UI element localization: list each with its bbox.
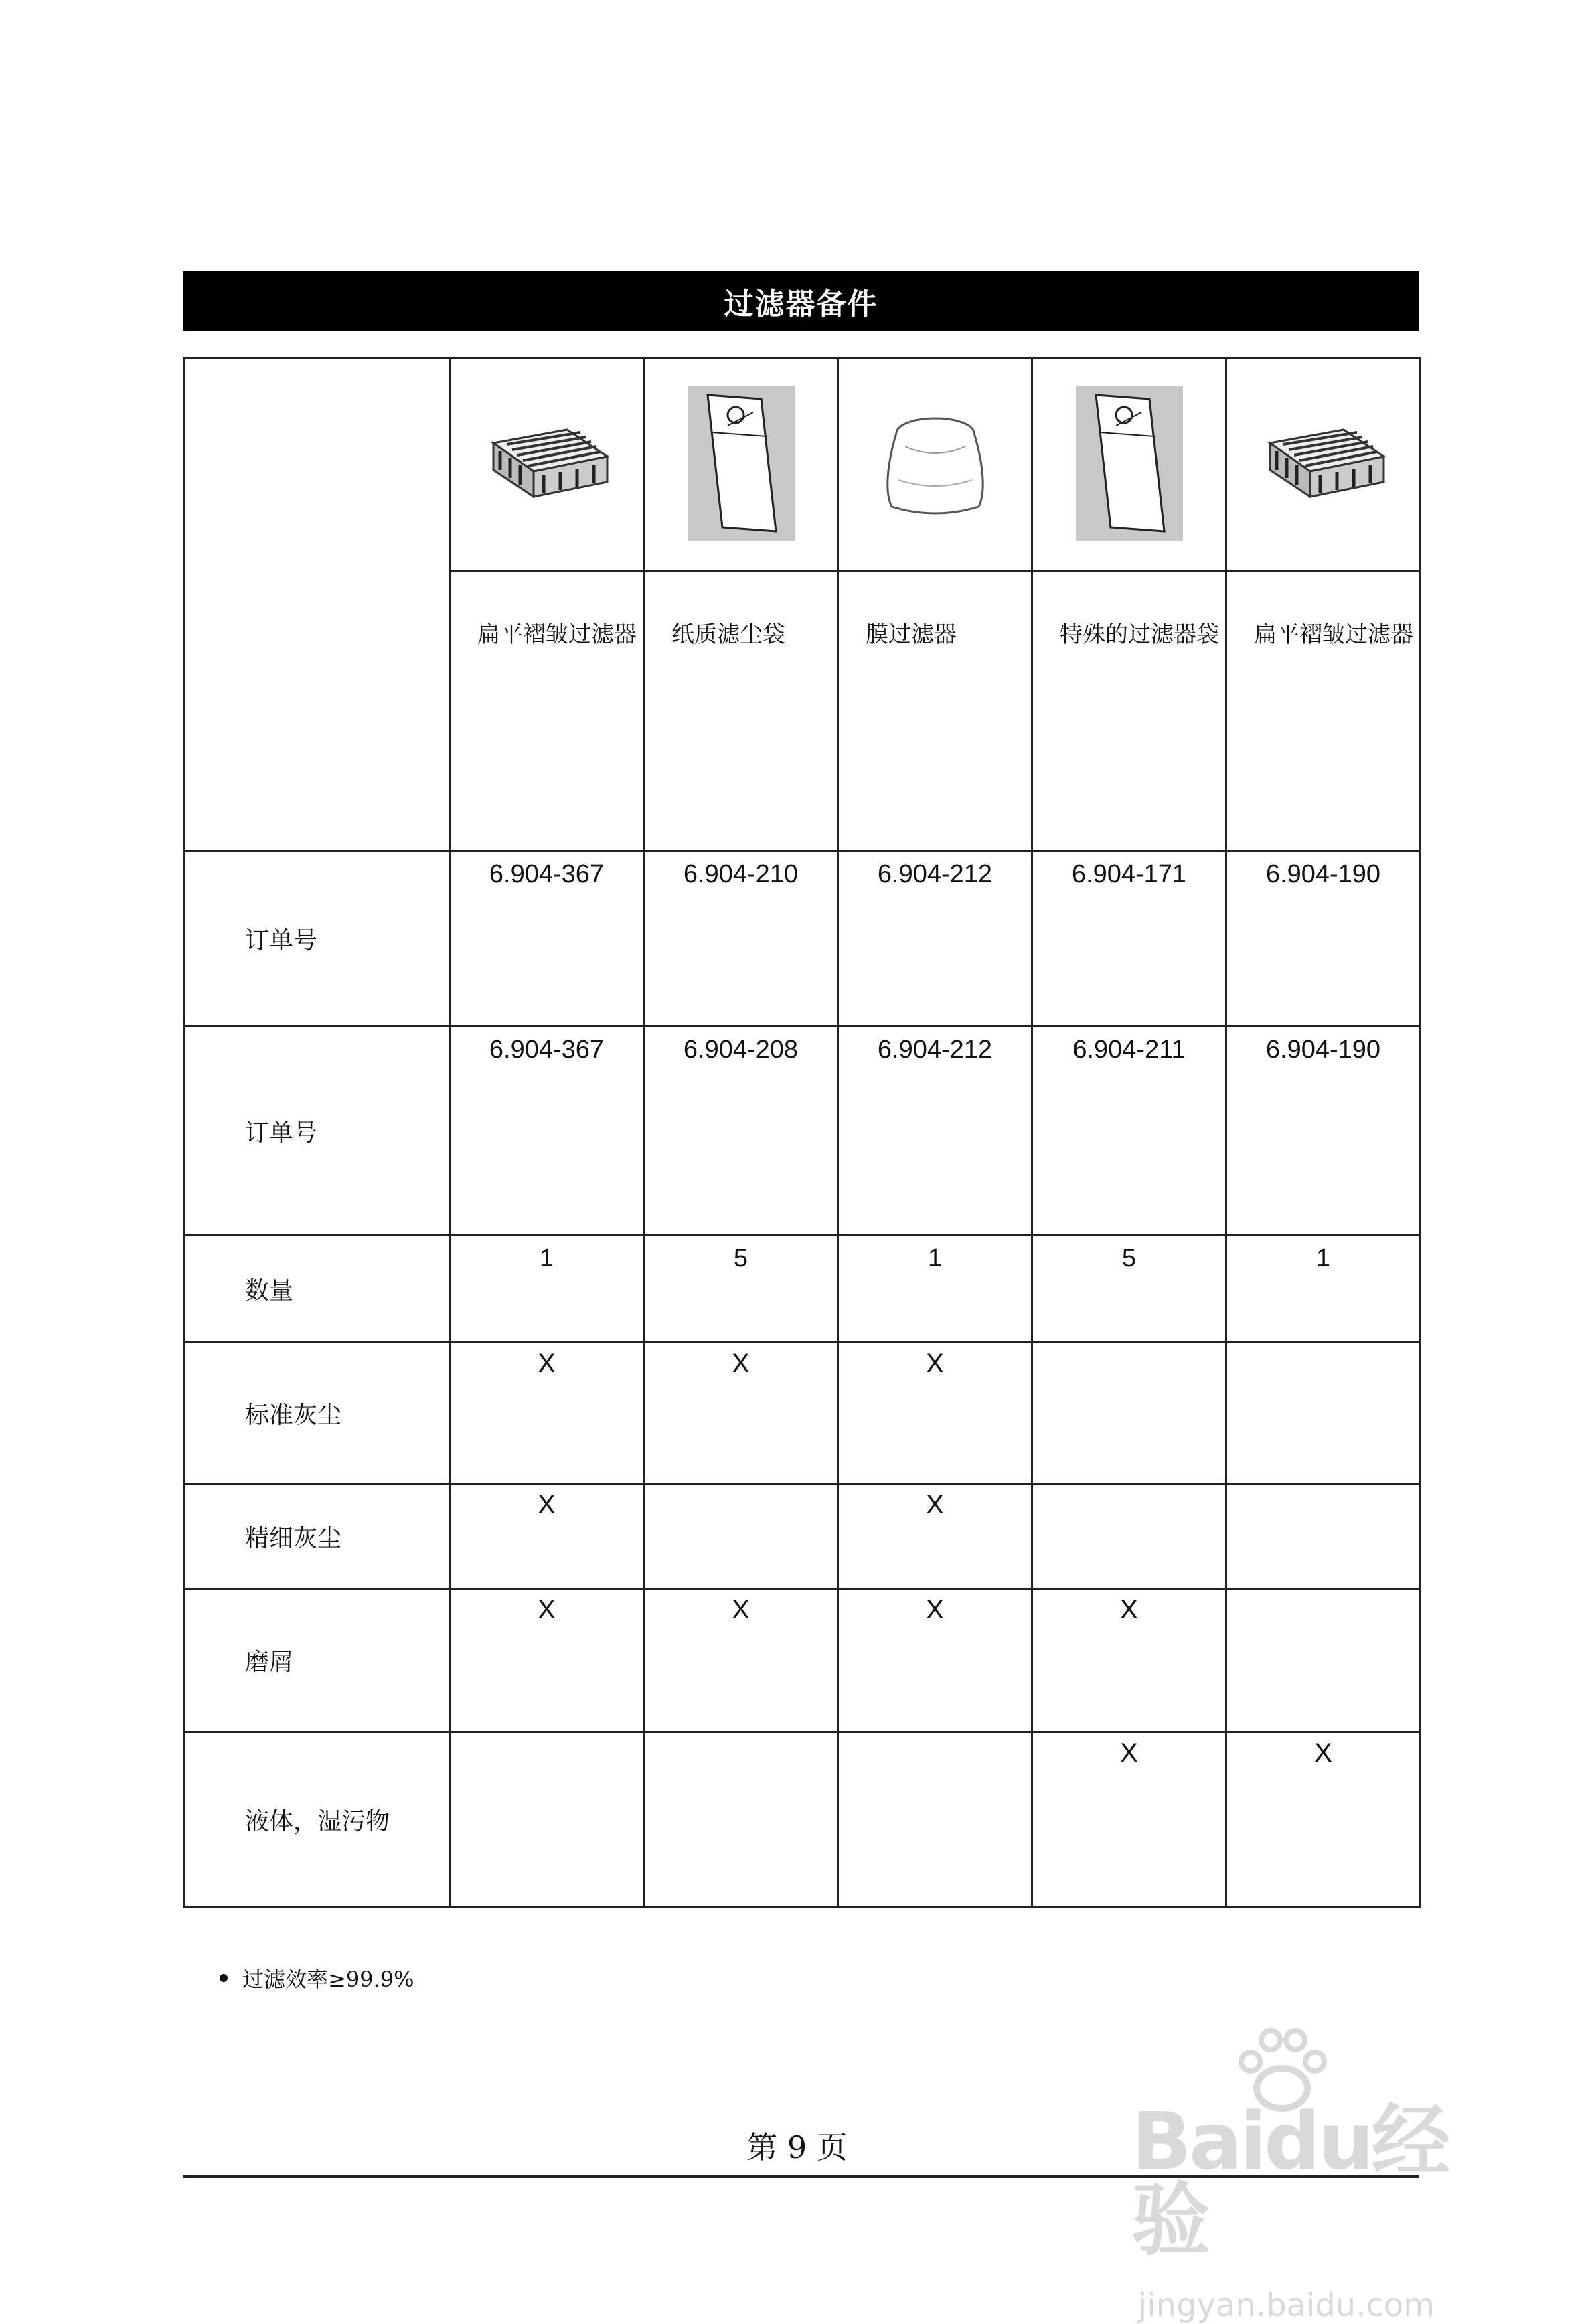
- row-label: 标准灰尘: [184, 1343, 450, 1484]
- baidu-watermark: [1131, 2021, 1506, 2324]
- section-title: 过滤器备件: [183, 271, 1419, 331]
- suitability-mark: [644, 1484, 838, 1589]
- row-label: 磨屑: [184, 1589, 450, 1732]
- suitability-mark: X: [838, 1484, 1032, 1589]
- product-name: 膜过滤器: [838, 571, 1032, 851]
- table-row: [184, 1589, 1421, 1732]
- suitability-mark: [838, 1732, 1032, 1908]
- paw-icon: [1232, 2021, 1332, 2115]
- suitability-mark: X: [644, 1589, 838, 1732]
- product-image-cell: [644, 358, 838, 571]
- order-number: 6.904-367: [450, 1027, 644, 1236]
- suitability-mark: X: [838, 1589, 1032, 1732]
- order-number: 6.904-171: [1032, 851, 1226, 1027]
- filter-efficiency-note: [220, 1963, 414, 1993]
- special-filter-bag-icon: [1076, 386, 1183, 541]
- suitability-mark: [1032, 1484, 1226, 1589]
- product-name: 扁平褶皱过滤器: [450, 571, 644, 851]
- table-row: [184, 1343, 1421, 1484]
- table-row: [184, 1484, 1421, 1589]
- quantity-value: 1: [450, 1236, 644, 1343]
- product-image-cell: [450, 358, 644, 571]
- product-image-cell: [838, 358, 1032, 571]
- suitability-mark: X: [644, 1343, 838, 1484]
- note-text: 过滤效率≥99.9%: [242, 1967, 414, 1992]
- suitability-mark: X: [450, 1484, 644, 1589]
- order-number: 6.904-212: [838, 1027, 1032, 1236]
- order-number: 6.904-208: [644, 1027, 838, 1236]
- suitability-mark: [450, 1732, 644, 1908]
- table-row: [184, 1732, 1421, 1908]
- row-label: 订单号: [184, 851, 450, 1027]
- table-row: [184, 1027, 1421, 1236]
- paper-filter-bag-icon: [688, 386, 795, 541]
- flat-pleated-filter-icon: [480, 416, 614, 510]
- order-number: 6.904-190: [1226, 1027, 1421, 1236]
- product-image-cell: [1032, 358, 1226, 571]
- suitability-mark: [1226, 1589, 1421, 1732]
- quantity-value: 5: [1032, 1236, 1226, 1343]
- order-number: 6.904-211: [1032, 1027, 1226, 1236]
- membrane-filter-icon: [878, 406, 992, 520]
- page-number: 第 9 页: [746, 2129, 848, 2165]
- suitability-mark: [1032, 1343, 1226, 1484]
- suitability-mark: X: [838, 1343, 1032, 1484]
- suitability-mark: X: [1032, 1589, 1226, 1732]
- product-image-cell: [1226, 358, 1421, 571]
- suitability-mark: [1226, 1343, 1421, 1484]
- suitability-mark: X: [1226, 1732, 1421, 1908]
- order-number: 6.904-210: [644, 851, 838, 1027]
- quantity-value: 1: [838, 1236, 1032, 1343]
- order-number: 6.904-212: [838, 851, 1032, 1027]
- row-label: 精细灰尘: [184, 1484, 450, 1589]
- row-label: 订单号: [184, 1027, 450, 1236]
- watermark-url: jingyan.baidu.com: [1138, 2287, 1435, 2324]
- table-row: [184, 1236, 1421, 1343]
- suitability-mark: X: [1032, 1732, 1226, 1908]
- product-name: 扁平褶皱过滤器: [1226, 571, 1421, 851]
- row-label: 液体，湿污物: [184, 1732, 450, 1908]
- header-empty-cell: [184, 358, 450, 851]
- order-number: 6.904-190: [1226, 851, 1421, 1027]
- bullet-icon: [220, 1974, 228, 1982]
- flat-pleated-filter-icon: [1257, 416, 1390, 510]
- suitability-mark: [644, 1732, 838, 1908]
- product-name: 特殊的过滤器袋: [1032, 571, 1226, 851]
- suitability-mark: [1226, 1484, 1421, 1589]
- filter-spec-table: [183, 357, 1421, 1908]
- suitability-mark: X: [450, 1343, 644, 1484]
- suitability-mark: X: [450, 1589, 644, 1732]
- image-row: [184, 358, 1421, 571]
- product-name: 纸质滤尘袋: [644, 571, 838, 851]
- watermark-logo: Baidu经验: [1131, 2095, 1448, 2266]
- table-row: [184, 851, 1421, 1027]
- quantity-value: 1: [1226, 1236, 1421, 1343]
- row-label: 数量: [184, 1236, 450, 1343]
- quantity-value: 5: [644, 1236, 838, 1343]
- order-number: 6.904-367: [450, 851, 644, 1027]
